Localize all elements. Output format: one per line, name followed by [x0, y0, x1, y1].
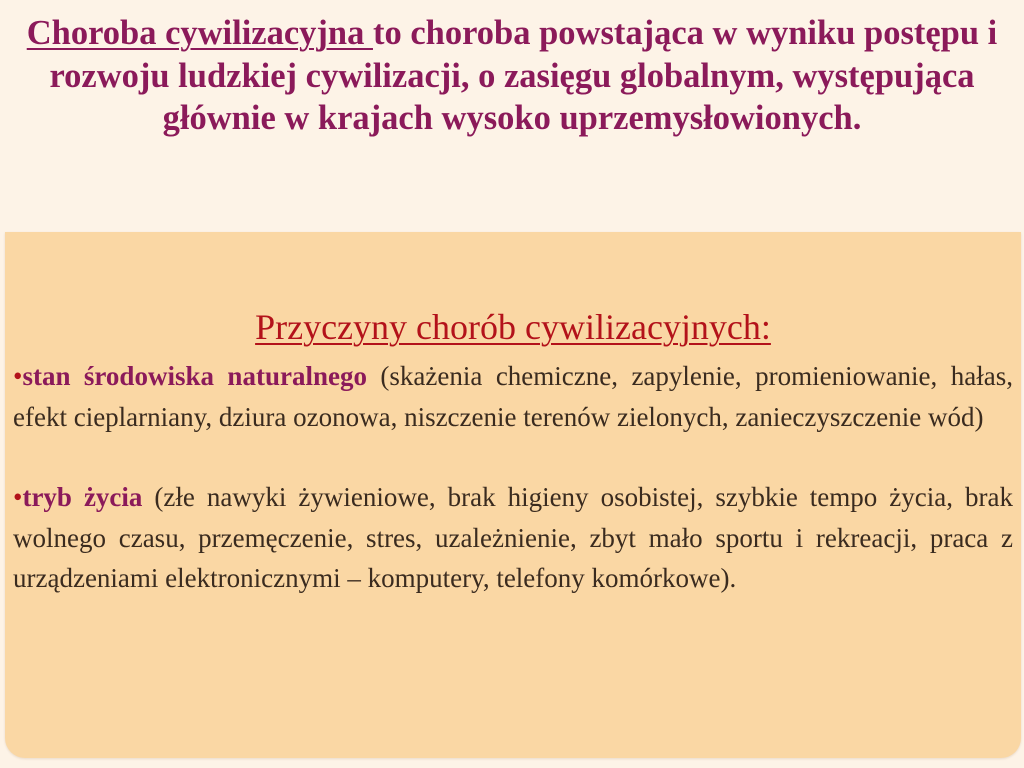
cause-name: tryb życia	[22, 482, 143, 512]
causes-panel	[5, 232, 1021, 758]
definition-term: Choroba cywilizacyjna	[26, 14, 373, 52]
cause-details: (złe nawyki żywieniowe, brak higieny osobistej, szybkie tempo życia, brak wolnego czasu, przemęczenie, stres, uzależnienie, zbyt mało sportu i rekreacji, praca z urządzeniami elektronicznymi – komputery, telefony komórkowe).	[13, 482, 1013, 593]
cause-name: stan środowiska naturalnego	[22, 361, 367, 391]
cause-item-lifestyle	[13, 477, 1013, 599]
definition-header	[0, 0, 1024, 232]
causes-heading: Przyczyny chorób cywilizacyjnych:	[255, 307, 771, 347]
cause-item-environment	[13, 356, 1013, 437]
bullet-icon: •	[13, 361, 23, 391]
cause-details: (skażenia chemiczne, zapylenie, promieniowanie, hałas, efekt cieplarniany, dziura ozonowa, niszczenie terenów zielonych, zanieczyszczenie wód)	[13, 361, 1013, 432]
bullet-icon: •	[13, 482, 23, 512]
definition-text: to choroba powstająca w wyniku postępu i rozwoju ludzkiej cywilizacji, o zasięgu globalnym, występująca głównie w krajach wysoko uprzemysłowionych.	[49, 14, 998, 137]
